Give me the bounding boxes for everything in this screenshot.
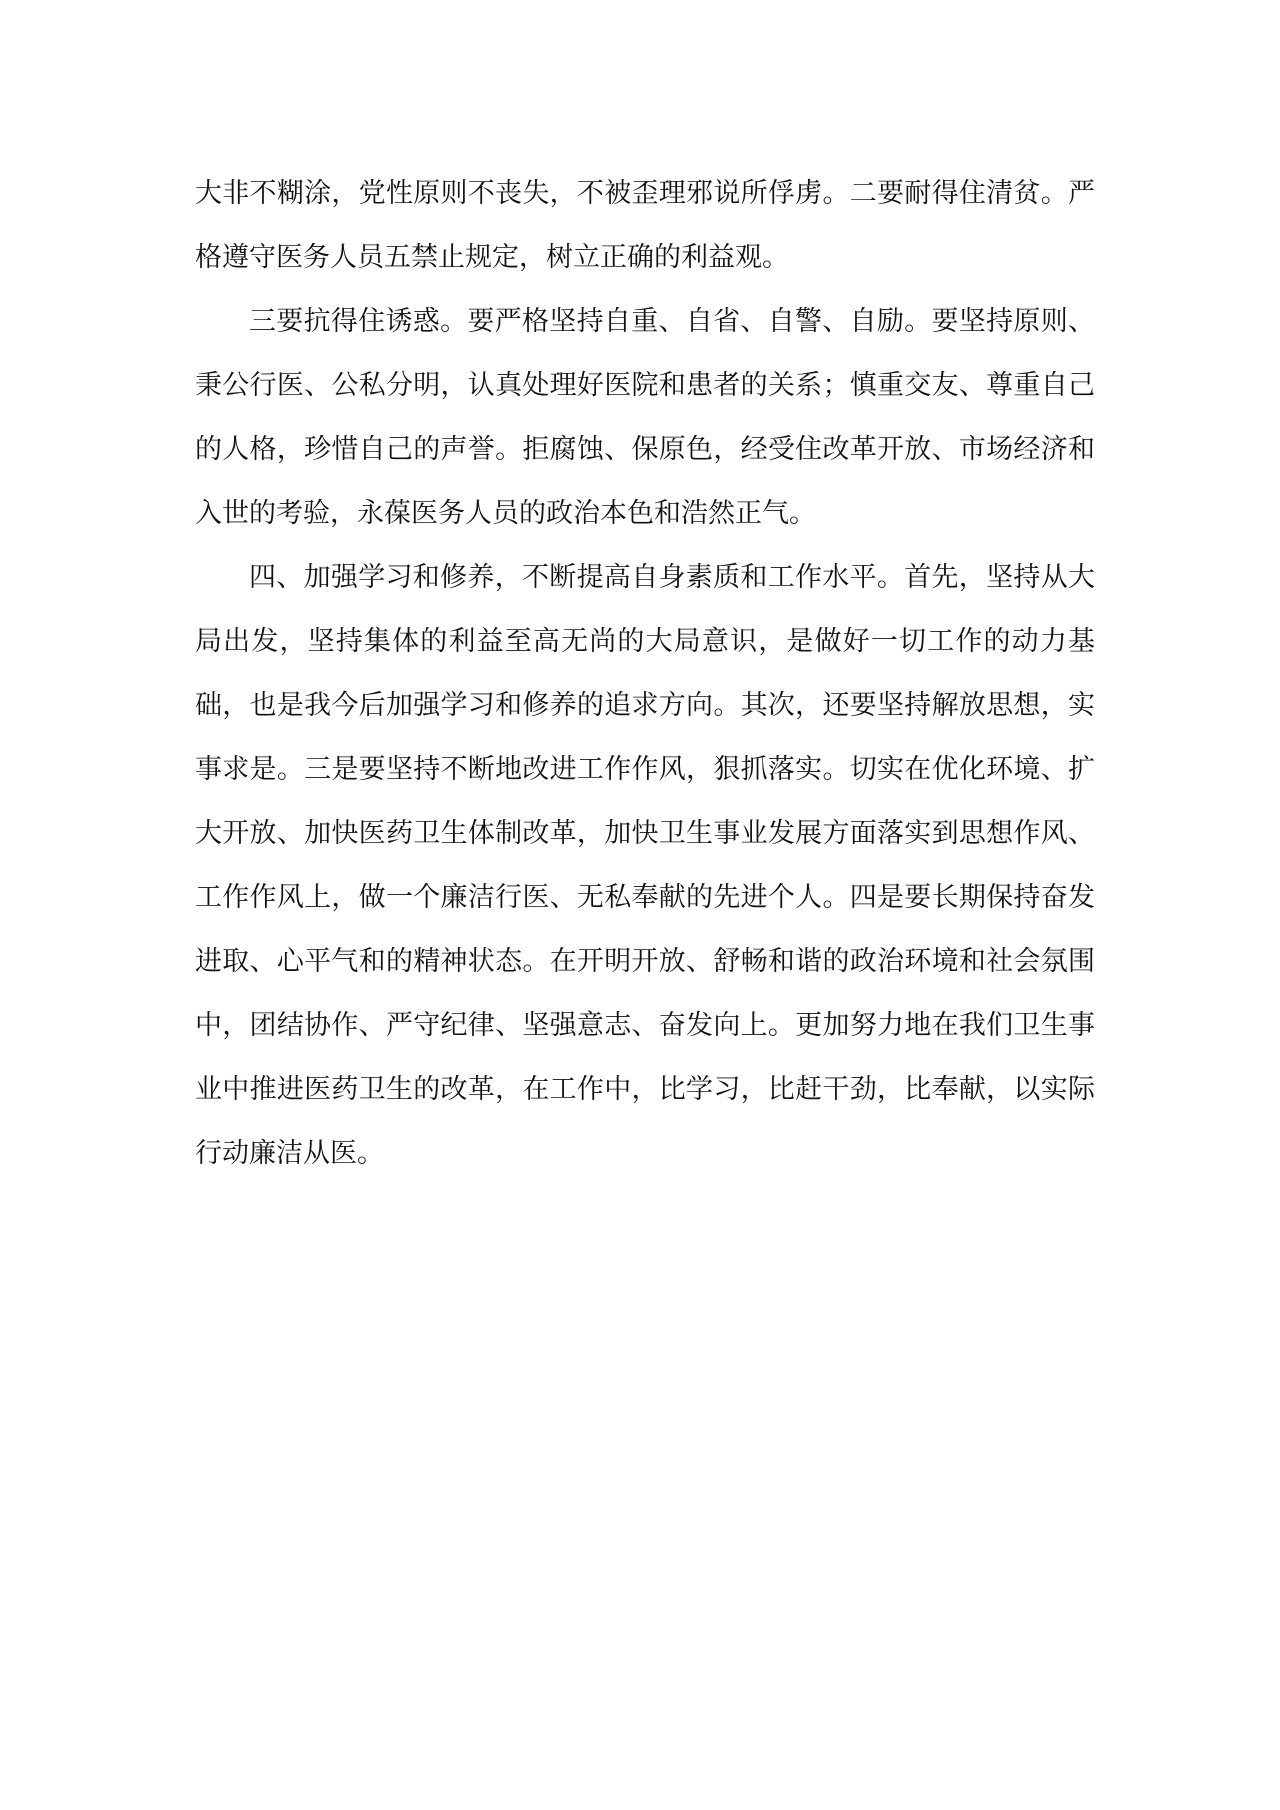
paragraph-1: 大非不糊涂，党性原则不丧失，不被歪理邪说所俘虏。二要耐得住清贫。严格遵守医务人员五禁止规定，树立正确的利益观。: [195, 178, 1095, 273]
document-body: [195, 162, 1095, 1186]
paragraph-3: 四、加强学习和修养，不断提高自身素质和工作水平。首先，坚持从大局出发，坚持集体的利益至高无尚的大局意识，是做好一切工作的动力基础，也是我今后加强学习和修养的追求方向。其次，还要坚持解放思想，实事求是。三是要坚持不断地改进工作作风，狠抓落实。切实在优化环境、扩大开放、加快医药卫生体制改革，加快卫生事业发展方面落实到思想作风、工作作风上，做一个廉洁行医、无私奉献的先进个人。四是要长期保持奋发进取、心平气和的精神状态。在开明开放、舒畅和谐的政治环境和社会氛围中，团结协作、严守纪律、坚强意志、奋发向上。更加努力地在我们卫生事业中推进医药卫生的改革，在工作中，比学习，比赶干劲，比奉献，以实际行动廉洁从医。: [195, 562, 1095, 1169]
paragraph-2: 三要抗得住诱惑。要严格坚持自重、自省、自警、自励。要坚持原则、秉公行医、公私分明，认真处理好医院和患者的关系；慎重交友、尊重自己的人格，珍惜自己的声誉。拒腐蚀、保原色，经受住改革开放、市场经济和入世的考验，永葆医务人员的政治本色和浩然正气。: [195, 306, 1095, 529]
